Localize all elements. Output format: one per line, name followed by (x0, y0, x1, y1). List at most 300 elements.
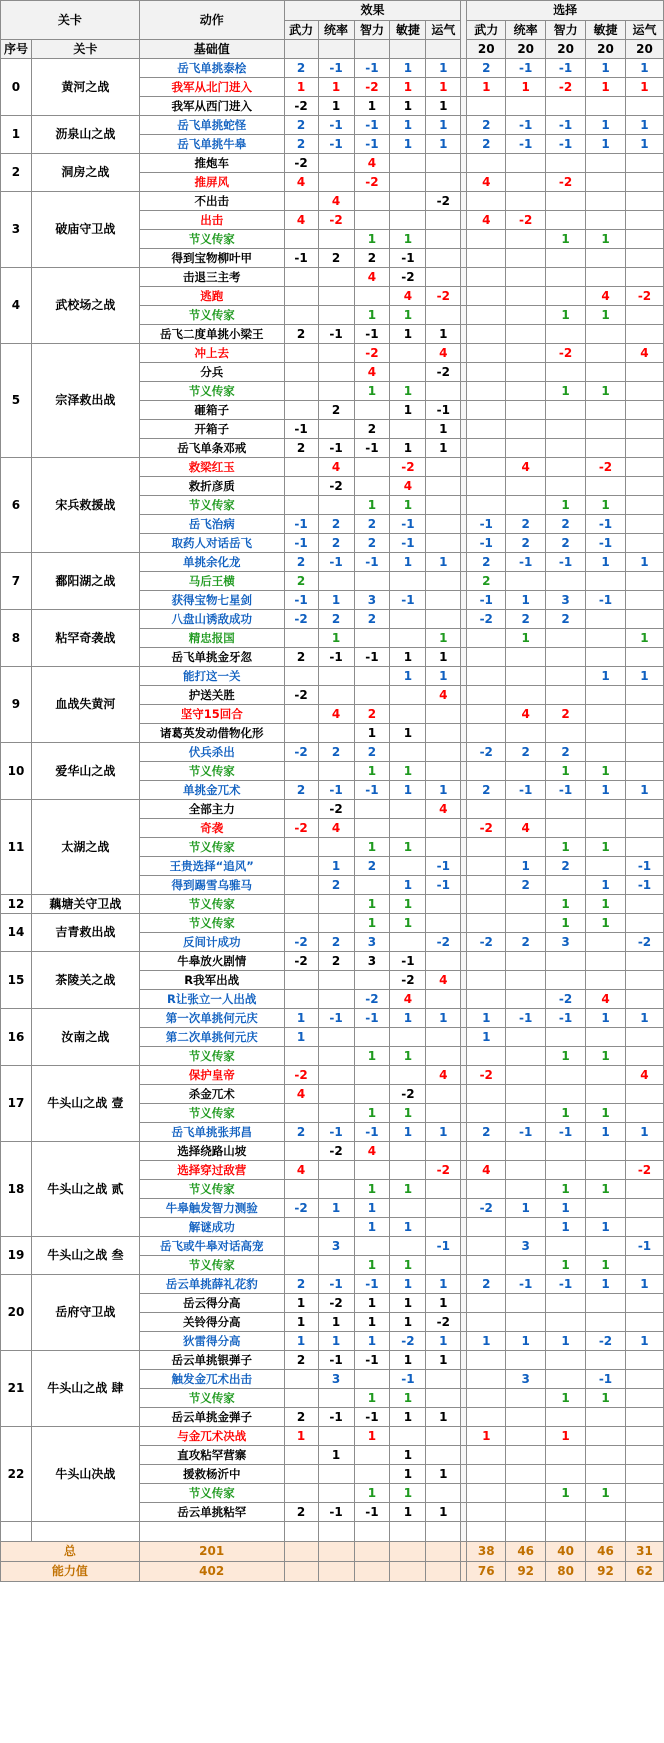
choice-value-cell (467, 325, 506, 344)
effect-value-cell: 4 (426, 686, 461, 705)
effect-value-cell: -1 (284, 420, 318, 439)
choice-value-cell: 4 (625, 1066, 663, 1085)
effect-value-cell (318, 971, 354, 990)
choice-value-cell (467, 1180, 506, 1199)
effect-value-cell: 2 (354, 705, 390, 724)
effect-value-cell: 1 (390, 1047, 426, 1066)
table-row (1, 59, 664, 78)
effect-value-cell: -1 (354, 116, 390, 135)
choice-value-cell (586, 1313, 626, 1332)
choice-value-cell (625, 306, 663, 325)
choice-value-cell (506, 1066, 546, 1085)
choice-value-cell (586, 724, 626, 743)
choice-value-cell: -2 (625, 933, 663, 952)
effect-value-cell (284, 800, 318, 819)
choice-value-cell (506, 1408, 546, 1427)
stage-name: 洞房之战 (31, 154, 139, 192)
effect-value-cell: -1 (390, 952, 426, 971)
effect-value-cell: 1 (390, 667, 426, 686)
choice-value-cell: -2 (586, 1332, 626, 1351)
effect-value-cell: 1 (318, 857, 354, 876)
choice-value-cell: -1 (546, 116, 586, 135)
effect-value-cell: 2 (284, 1503, 318, 1522)
effect-value-cell (426, 1104, 461, 1123)
effect-value-cell (318, 230, 354, 249)
choice-value-cell (586, 1446, 626, 1465)
choice-value-cell (546, 1161, 586, 1180)
choice-value-cell (546, 268, 586, 287)
stage-name: 吉青救出战 (31, 914, 139, 952)
effect-value-cell: 2 (284, 781, 318, 800)
action-cell: 伏兵杀出 (139, 743, 284, 762)
effect-value-cell (284, 230, 318, 249)
action-cell: 岳云单挑银弹子 (139, 1351, 284, 1370)
choice-value-cell (586, 1503, 626, 1522)
effect-value-cell: 2 (284, 59, 318, 78)
effect-value-cell: -1 (318, 648, 354, 667)
choice-value-cell (506, 1503, 546, 1522)
sum-row-choice-cell: 46 (586, 1542, 626, 1562)
choice-value-cell (586, 97, 626, 116)
choice-value-cell (586, 1465, 626, 1484)
choice-value-cell (506, 306, 546, 325)
choice-value-cell: 1 (625, 1332, 663, 1351)
stage-name: 牛头山决战 (31, 1427, 139, 1522)
effect-value-cell: -2 (284, 97, 318, 116)
choice-value-cell: -1 (467, 591, 506, 610)
choice-value-cell: -1 (467, 515, 506, 534)
effect-value-cell (318, 306, 354, 325)
action-cell: 坚守15回合 (139, 705, 284, 724)
choice-value-cell (467, 838, 506, 857)
choice-value-cell (586, 648, 626, 667)
choice-value-cell (546, 876, 586, 895)
stage-number: 22 (1, 1427, 32, 1522)
choice-value-cell: 4 (586, 990, 626, 1009)
stage-number: 14 (1, 914, 32, 952)
effect-value-cell (318, 1066, 354, 1085)
choice-value-cell (467, 1389, 506, 1408)
effect-value-cell: -2 (354, 78, 390, 97)
choice-value-cell (506, 914, 546, 933)
stage-name: 牛头山之战 叁 (31, 1237, 139, 1275)
choice-value-cell (625, 1085, 663, 1104)
choice-value-cell (467, 1237, 506, 1256)
action-cell: 岳飞单挑牛皋 (139, 135, 284, 154)
stage-name: 鄱阳湖之战 (31, 553, 139, 610)
effect-value-cell: 2 (284, 1351, 318, 1370)
choice-value-cell (467, 705, 506, 724)
choice-value-cell (625, 762, 663, 781)
effect-value-cell: -2 (284, 1199, 318, 1218)
effect-attr-header: 敏捷 (390, 21, 426, 40)
effect-value-cell: 1 (390, 135, 426, 154)
choice-value-cell (506, 1047, 546, 1066)
effect-value-cell: 1 (354, 1104, 390, 1123)
effect-value-cell: 2 (318, 933, 354, 952)
choice-value-cell (546, 1370, 586, 1389)
choice-value-cell (586, 344, 626, 363)
choice-value-cell (506, 496, 546, 515)
total-effect-cell (354, 1542, 390, 1562)
effect-value-cell: 4 (354, 154, 390, 173)
effect-value-cell (354, 800, 390, 819)
choice-value-cell (586, 1294, 626, 1313)
effect-value-cell: 4 (284, 1085, 318, 1104)
effect-value-cell: 1 (390, 781, 426, 800)
action-cell: 节义传家 (139, 306, 284, 325)
effect-value-cell: 1 (390, 1104, 426, 1123)
choice-value-cell (546, 1351, 586, 1370)
effect-value-cell: 1 (390, 762, 426, 781)
action-cell: 精忠报国 (139, 629, 284, 648)
effect-value-cell (284, 762, 318, 781)
effect-value-cell: -1 (354, 325, 390, 344)
total-effect-cell (284, 1542, 318, 1562)
choice-value-cell (625, 952, 663, 971)
effect-value-cell (284, 857, 318, 876)
choice-value-cell: 1 (586, 1218, 626, 1237)
action-cell: 护送关胜 (139, 686, 284, 705)
choice-value-cell (625, 724, 663, 743)
choice-value-cell (467, 990, 506, 1009)
choice-value-cell (625, 591, 663, 610)
effect-value-cell (284, 895, 318, 914)
choice-value-cell (506, 667, 546, 686)
choice-value-cell (586, 572, 626, 591)
choice-value-cell (546, 420, 586, 439)
choice-value-cell (467, 1370, 506, 1389)
table-row (1, 743, 664, 762)
effect-value-cell: 1 (354, 1484, 390, 1503)
table-row (1, 154, 664, 173)
effect-value-cell (426, 1142, 461, 1161)
effect-value-cell (354, 1465, 390, 1484)
choice-value-cell (467, 306, 506, 325)
choice-value-cell: -2 (546, 173, 586, 192)
effect-value-cell: -2 (284, 1066, 318, 1085)
effect-value-cell: -1 (318, 1275, 354, 1294)
effect-value-cell (390, 1199, 426, 1218)
effect-value-cell: 1 (390, 1180, 426, 1199)
action-cell: 击退三主考 (139, 268, 284, 287)
stage-number: 3 (1, 192, 32, 268)
choice-value-cell: -1 (546, 1009, 586, 1028)
effect-value-cell: 4 (390, 477, 426, 496)
choice-value-cell: 1 (546, 914, 586, 933)
choice-value-cell (506, 230, 546, 249)
choice-value-cell (506, 800, 546, 819)
choice-value-cell (506, 1142, 546, 1161)
choice-value-cell: -1 (546, 1123, 586, 1142)
ability-row-choice-cell: 76 (467, 1562, 506, 1582)
effect-value-cell: 1 (390, 1446, 426, 1465)
choice-value-cell (546, 1066, 586, 1085)
base-value-cell: 20 (546, 40, 586, 59)
choice-value-cell: 1 (586, 116, 626, 135)
effect-value-cell: -1 (318, 59, 354, 78)
choice-value-cell: 1 (546, 838, 586, 857)
choice-value-cell: 2 (546, 534, 586, 553)
choice-value-cell (506, 1161, 546, 1180)
effect-value-cell: 1 (354, 496, 390, 515)
choice-value-cell: 2 (546, 857, 586, 876)
effect-value-cell (426, 1370, 461, 1389)
choice-value-cell (625, 610, 663, 629)
blank-cell (467, 1522, 506, 1542)
action-cell: 节义传家 (139, 1389, 284, 1408)
action-cell: 推炮车 (139, 154, 284, 173)
choice-value-cell (586, 971, 626, 990)
choice-value-cell (467, 1256, 506, 1275)
effect-value-cell (426, 1218, 461, 1237)
table-row (1, 1237, 664, 1256)
choice-value-cell (546, 629, 586, 648)
effect-value-cell: -1 (318, 1351, 354, 1370)
effect-value-cell: 1 (390, 724, 426, 743)
choice-value-cell (506, 325, 546, 344)
blank-cell (426, 1522, 461, 1542)
ability-row-choice-cell: 80 (546, 1562, 586, 1582)
choice-value-cell: 1 (586, 553, 626, 572)
choice-value-cell (467, 1351, 506, 1370)
choice-value-cell (625, 1294, 663, 1313)
effect-value-cell (318, 762, 354, 781)
choice-value-cell: -1 (546, 553, 586, 572)
blank-cell (139, 1522, 284, 1542)
effect-value-cell (426, 1427, 461, 1446)
effect-value-cell: 4 (354, 1142, 390, 1161)
choice-value-cell (506, 1256, 546, 1275)
effect-value-cell (426, 382, 461, 401)
total-effect-cell (284, 1562, 318, 1582)
effect-value-cell (284, 363, 318, 382)
effect-value-cell (318, 686, 354, 705)
choice-value-cell (467, 971, 506, 990)
effect-value-cell (284, 1047, 318, 1066)
choice-value-cell: 4 (506, 705, 546, 724)
choice-value-cell (546, 1142, 586, 1161)
choice-value-cell: -1 (506, 1123, 546, 1142)
choice-value-cell: 2 (467, 59, 506, 78)
action-cell: 岳飞单挑蛇怪 (139, 116, 284, 135)
choice-value-cell (586, 1408, 626, 1427)
blank-row (1, 1522, 664, 1542)
effect-value-cell: 4 (390, 287, 426, 306)
effect-value-cell: -2 (318, 211, 354, 230)
choice-value-cell: 1 (467, 1332, 506, 1351)
effect-value-cell (426, 591, 461, 610)
effect-value-cell (284, 496, 318, 515)
choice-value-cell: 3 (546, 591, 586, 610)
effect-value-cell (284, 990, 318, 1009)
stage-name: 破庙守卫战 (31, 192, 139, 268)
action-cell: 杀金兀术 (139, 1085, 284, 1104)
effect-value-cell (318, 838, 354, 857)
effect-base-cell (426, 40, 461, 59)
choice-value-cell (506, 382, 546, 401)
effect-value-cell: -1 (426, 401, 461, 420)
effect-value-cell (318, 363, 354, 382)
choice-value-cell: 1 (625, 781, 663, 800)
choice-value-cell: 1 (586, 135, 626, 154)
effect-value-cell: 1 (426, 648, 461, 667)
effect-value-cell: 1 (426, 325, 461, 344)
effect-value-cell: 1 (354, 1047, 390, 1066)
choice-value-cell: 1 (586, 1123, 626, 1142)
effect-attr-header: 运气 (426, 21, 461, 40)
choice-value-cell: 2 (467, 781, 506, 800)
choice-attr-header: 武力 (467, 21, 506, 40)
action-cell: 得到宝物柳叶甲 (139, 249, 284, 268)
choice-value-cell (506, 1389, 546, 1408)
effect-value-cell: -1 (318, 116, 354, 135)
effect-value-cell: -1 (354, 1275, 390, 1294)
action-cell: 救梁红玉 (139, 458, 284, 477)
blank-cell (390, 1522, 426, 1542)
effect-value-cell (284, 724, 318, 743)
action-cell: 节义传家 (139, 895, 284, 914)
choice-value-cell (467, 629, 506, 648)
choice-value-cell (546, 971, 586, 990)
effect-value-cell (318, 344, 354, 363)
choice-value-cell (467, 458, 506, 477)
choice-value-cell (546, 97, 586, 116)
effect-value-cell: -2 (390, 1085, 426, 1104)
choice-value-cell: -1 (625, 1237, 663, 1256)
effect-value-cell: 1 (318, 1313, 354, 1332)
effect-value-cell: 1 (390, 1313, 426, 1332)
choice-value-cell (625, 1028, 663, 1047)
effect-value-cell: 1 (426, 78, 461, 97)
total-effect-cell (390, 1542, 426, 1562)
effect-value-cell (354, 1237, 390, 1256)
effect-value-cell: 2 (284, 325, 318, 344)
choice-value-cell: 4 (467, 173, 506, 192)
effect-value-cell: 2 (318, 534, 354, 553)
choice-value-cell (506, 971, 546, 990)
effect-value-cell (426, 249, 461, 268)
effect-value-cell: 3 (354, 933, 390, 952)
effect-base-cell (284, 40, 318, 59)
stage-number: 10 (1, 743, 32, 800)
choice-value-cell (546, 249, 586, 268)
stage-name: 武校场之战 (31, 268, 139, 344)
action-cell: 节义传家 (139, 1104, 284, 1123)
choice-value-cell: 1 (546, 1218, 586, 1237)
effect-value-cell (426, 1047, 461, 1066)
choice-value-cell: 1 (586, 781, 626, 800)
effect-value-cell: -1 (318, 1123, 354, 1142)
effect-value-cell: -1 (354, 781, 390, 800)
effect-value-cell (284, 1142, 318, 1161)
action-cell: 第二次单挑何元庆 (139, 1028, 284, 1047)
choice-value-cell (625, 325, 663, 344)
choice-value-cell: 3 (546, 933, 586, 952)
effect-value-cell: 4 (426, 344, 461, 363)
action-cell: 节义传家 (139, 1047, 284, 1066)
effect-value-cell: 1 (426, 629, 461, 648)
choice-value-cell (546, 952, 586, 971)
effect-value-cell: 1 (426, 1123, 461, 1142)
table-row (1, 1066, 664, 1085)
choice-value-cell (467, 1484, 506, 1503)
choice-value-cell (546, 458, 586, 477)
effect-value-cell: -2 (284, 933, 318, 952)
base-header: 基础值 (139, 40, 284, 59)
effect-value-cell: 2 (284, 553, 318, 572)
effect-value-cell (318, 287, 354, 306)
effect-value-cell: 3 (354, 952, 390, 971)
choice-value-cell (625, 249, 663, 268)
effect-value-cell: -1 (284, 591, 318, 610)
effect-value-cell (354, 971, 390, 990)
action-cell: 节义传家 (139, 496, 284, 515)
choice-value-cell: -1 (546, 1275, 586, 1294)
effect-value-cell: 1 (426, 439, 461, 458)
choice-attr-header: 运气 (625, 21, 663, 40)
choice-value-cell (625, 1446, 663, 1465)
effect-base-cell (390, 40, 426, 59)
stage-name: 宋兵救援战 (31, 458, 139, 553)
effect-value-cell: 1 (354, 1180, 390, 1199)
choice-value-cell: -1 (546, 59, 586, 78)
effect-value-cell (284, 629, 318, 648)
effect-value-cell: 1 (426, 781, 461, 800)
choice-value-cell: 1 (546, 1104, 586, 1123)
effect-value-cell: 1 (390, 1218, 426, 1237)
choice-value-cell (506, 1446, 546, 1465)
effect-value-cell: -2 (318, 800, 354, 819)
effect-value-cell: -1 (318, 781, 354, 800)
effect-value-cell: 1 (390, 439, 426, 458)
choice-value-cell (546, 1503, 586, 1522)
effect-value-cell (354, 667, 390, 686)
effect-value-cell (426, 1085, 461, 1104)
effect-value-cell (390, 211, 426, 230)
effect-value-cell (354, 1370, 390, 1389)
total-effect-cell (318, 1562, 354, 1582)
action-cell: 王贵选择“追风” (139, 857, 284, 876)
action-group-header: 动作 (139, 1, 284, 40)
effect-value-cell (318, 1085, 354, 1104)
effect-value-cell: -2 (426, 1161, 461, 1180)
choice-value-cell: 1 (506, 1332, 546, 1351)
table-row (1, 895, 664, 914)
effect-value-cell: -2 (426, 933, 461, 952)
base-value-cell: 20 (625, 40, 663, 59)
effect-value-cell: -2 (318, 1294, 354, 1313)
choice-value-cell (506, 952, 546, 971)
effect-value-cell (426, 705, 461, 724)
effect-attr-header: 智力 (354, 21, 390, 40)
choice-value-cell (467, 667, 506, 686)
choice-value-cell: 1 (625, 667, 663, 686)
effect-attr-header: 统率 (318, 21, 354, 40)
choice-value-cell: 1 (506, 591, 546, 610)
choice-value-cell (625, 1142, 663, 1161)
effect-value-cell: 4 (354, 268, 390, 287)
effect-value-cell: 1 (426, 135, 461, 154)
effect-value-cell: -1 (284, 249, 318, 268)
effect-value-cell: -1 (354, 135, 390, 154)
effect-value-cell: 1 (426, 420, 461, 439)
choice-value-cell (625, 1180, 663, 1199)
choice-value-cell: 1 (506, 857, 546, 876)
choice-value-cell (586, 1237, 626, 1256)
choice-value-cell (586, 800, 626, 819)
choice-value-cell (506, 1218, 546, 1237)
